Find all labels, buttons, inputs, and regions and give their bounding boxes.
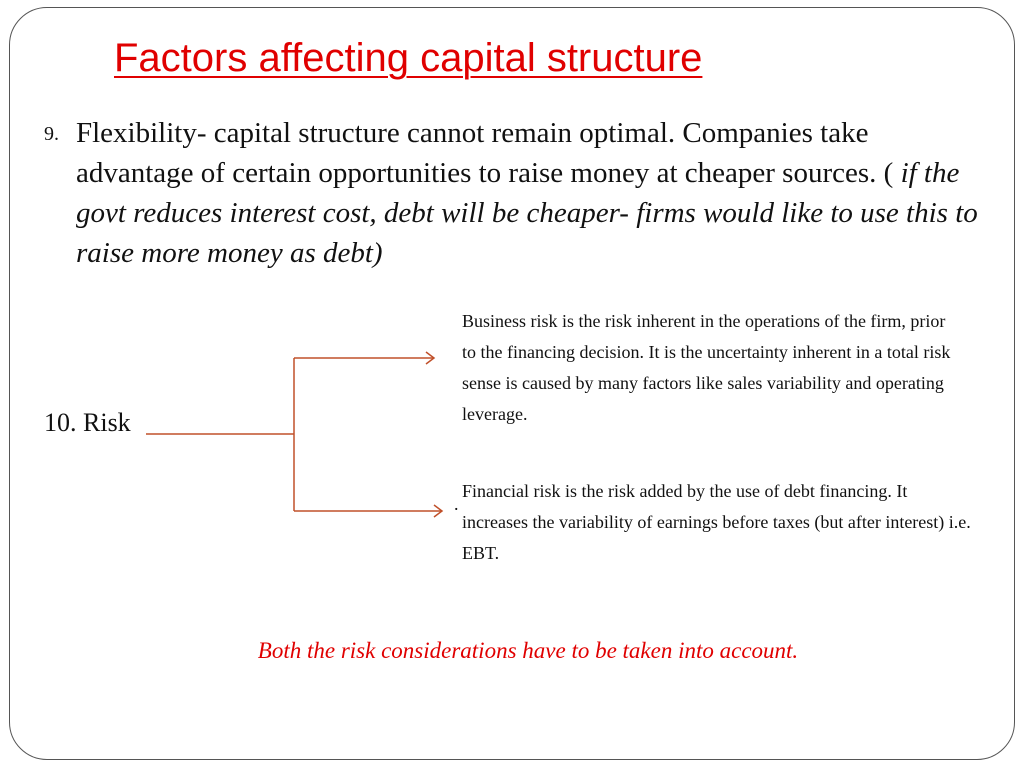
financial-risk-note: Financial risk is the risk added by the use of debt financing. It increases the variability of earnings before taxes (but after interest) i.e. EBT. xyxy=(462,481,971,563)
financial-risk-marker: . xyxy=(454,494,459,514)
point-9-number: 9. xyxy=(44,123,59,145)
point-10-risk-label: 10. Risk xyxy=(44,408,131,437)
business-risk-note: Business risk is the risk inherent in the operations of the firm, prior to the financing decision. It is the uncertainty inherent in a total risk sense is caused by many factors like sales variability and operating leverage. xyxy=(462,311,951,424)
conclusion-text: Both the risk considerations have to be taken into account. xyxy=(257,638,799,663)
slide-title: Factors affecting capital structure xyxy=(114,36,703,80)
point-9-italic-text: if the govt reduces interest cost, debt will be cheaper- firms would like to use this to raise more money as debt) xyxy=(76,157,978,269)
point-9-plain-text: Flexibility- capital structure cannot remain optimal. Companies take advantage of certain opportunities to raise money at cheaper sources. ( xyxy=(76,117,894,189)
